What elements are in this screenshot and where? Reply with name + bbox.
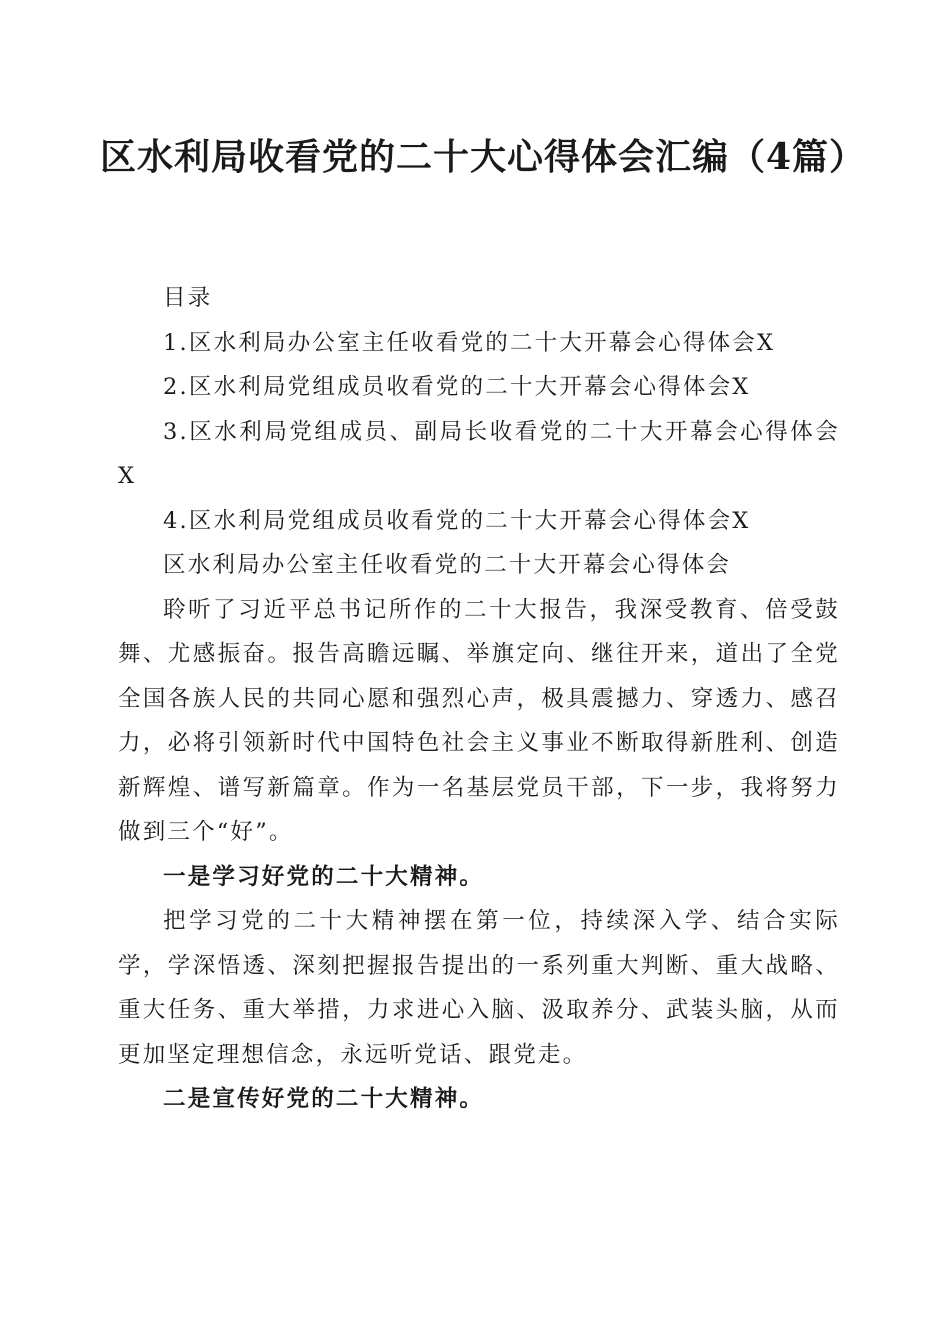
toc-item-1: 1.区水利局办公室主任收看党的二十大开幕会心得体会X xyxy=(163,329,776,356)
document-title: 区水利局收看党的二十大心得体会汇编（4篇） xyxy=(100,136,867,178)
toc-item-4: 4.区水利局党组成员收看党的二十大开幕会心得体会X xyxy=(163,507,751,534)
toc-item-2: 2.区水利局党组成员收看党的二十大开幕会心得体会X xyxy=(163,374,751,400)
paragraph-2: 把学习党的二十大精神摆在第一位，持续深入学、结合实际学，学深悟透、深刻把握报告提出的一系列重大判断、重大战略、重大任务、重大举措，力求进心入脑、汲取养分、武装头脑，从而更加坚定理想信念，永远听党话、跟党走。 xyxy=(118,908,840,1068)
article-title: 区水利局办公室主任收看党的二十大开幕会心得体会 xyxy=(163,552,732,578)
document-body xyxy=(118,276,840,1122)
section-heading-1: 一是学习好党的二十大精神。 xyxy=(163,863,485,890)
section-heading-2: 二是宣传好党的二十大精神。 xyxy=(163,1086,485,1112)
toc-item-3: 3.区水利局党组成员、副局长收看党的二十大开幕会心得体会X xyxy=(118,418,840,489)
toc-heading: 目录 xyxy=(163,285,213,311)
paragraph-1: 聆听了习近平总书记所作的二十大报告，我深受教育、倍受鼓舞、尤感振奋。报告高瞻远瞩、举旗定向、继往开来，道出了全党全国各族人民的共同心愿和强烈心声，极具震撼力、穿透力、感召力，必将引领新时代中国特色社会主义事业不断取得新胜利、创造新辉煌、谱写新篇章。作为一名基层党员干部，下一步，我将努力做到三个“好”。 xyxy=(118,596,840,845)
